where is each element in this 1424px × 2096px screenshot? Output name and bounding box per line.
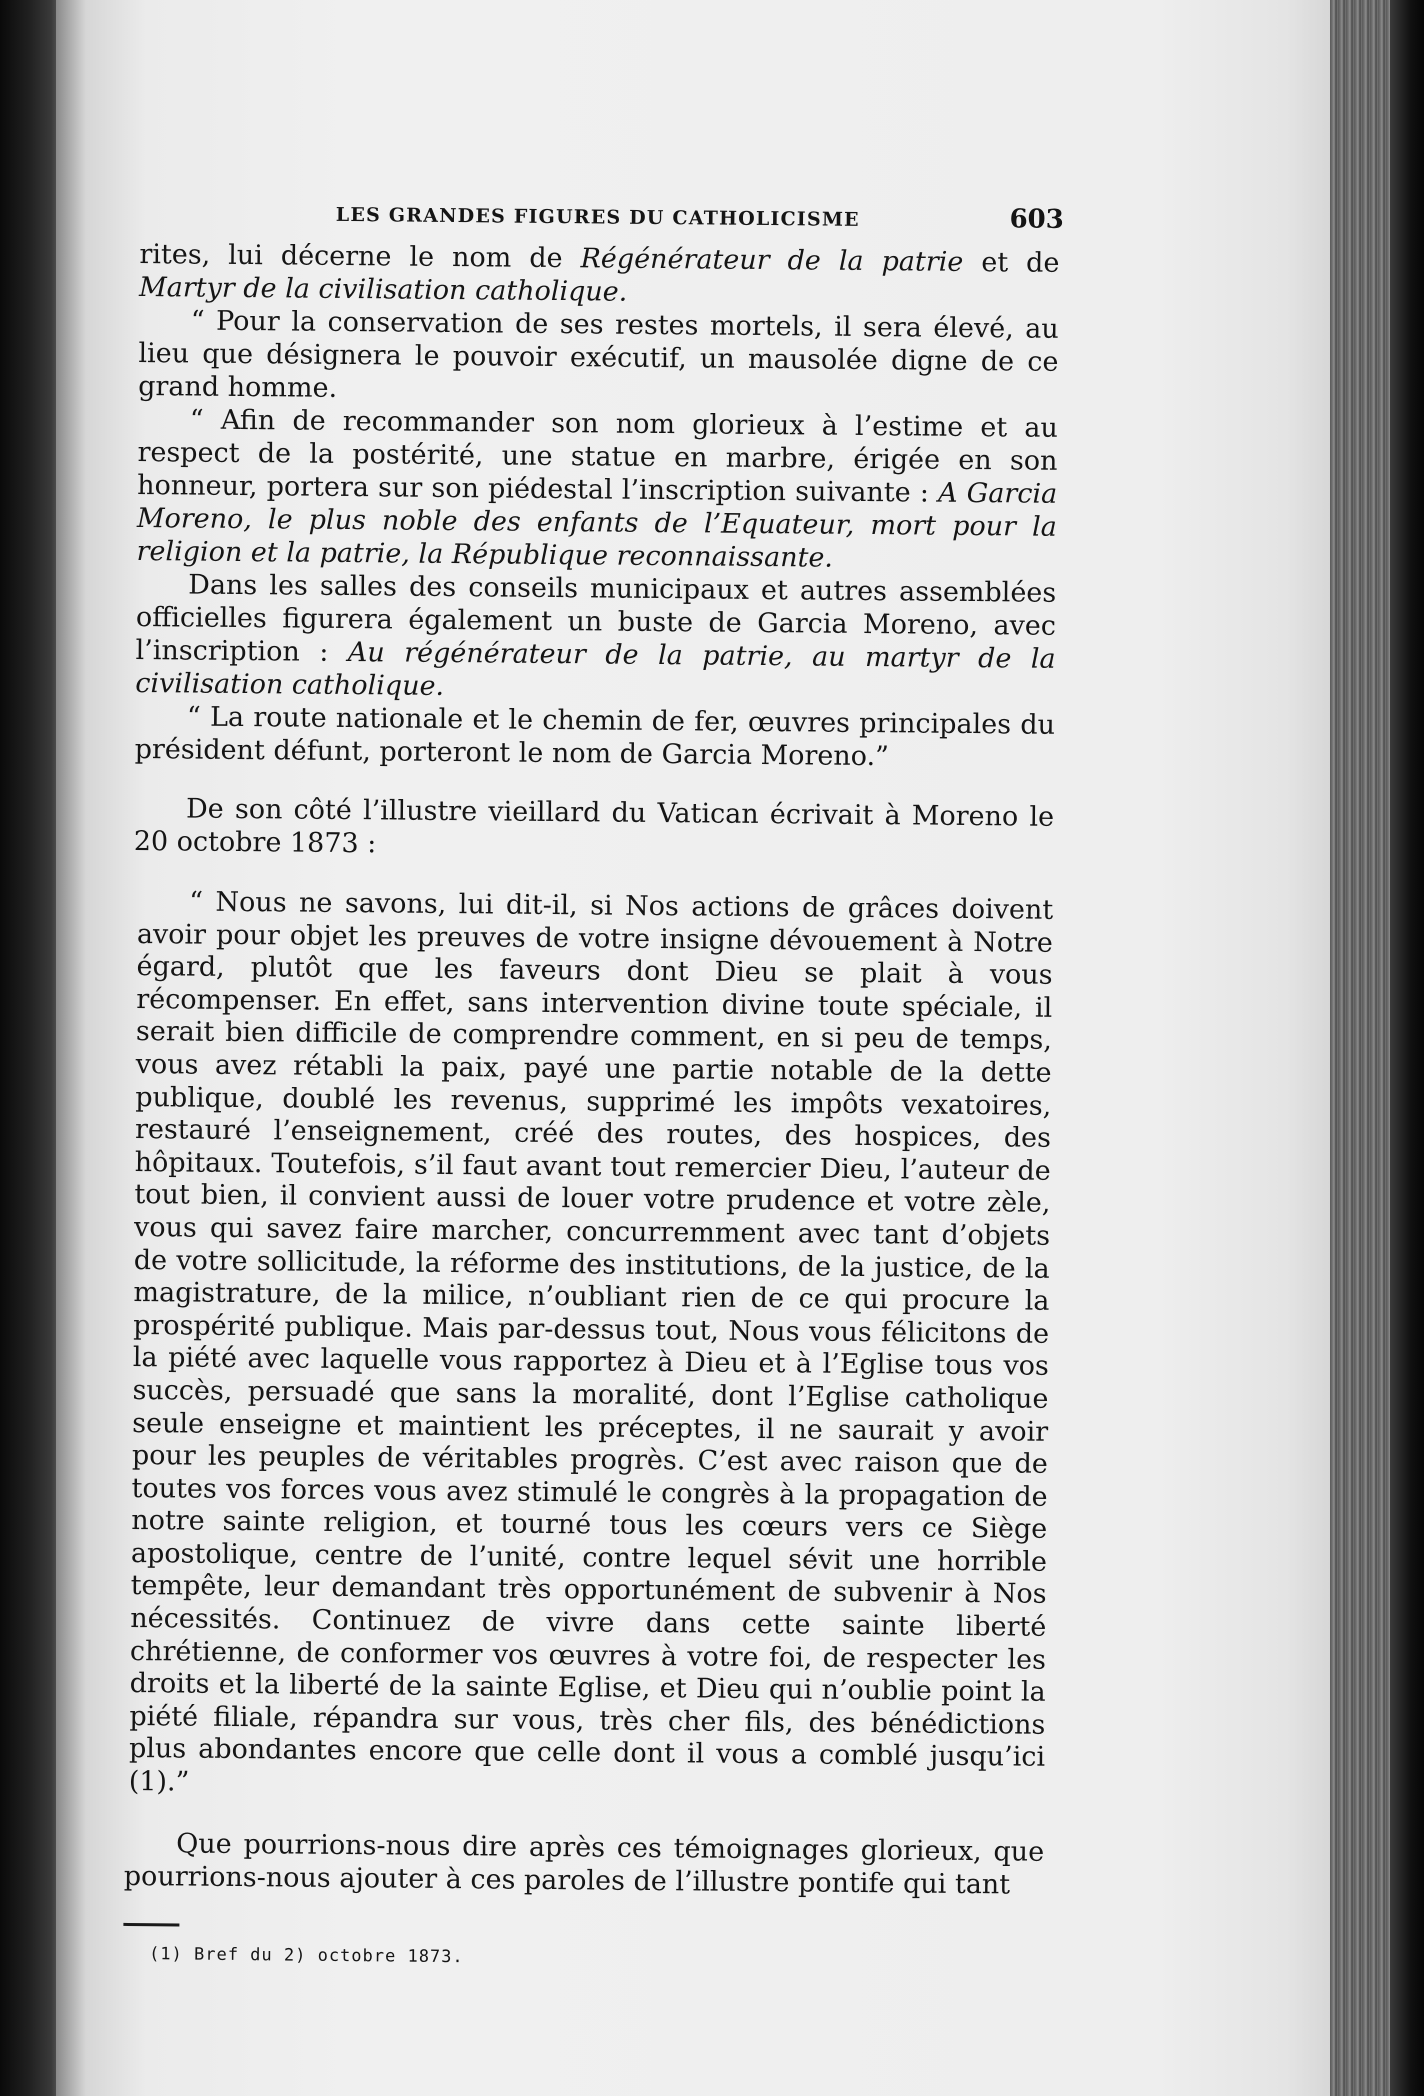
page-edges [1330,0,1424,2096]
footnote-rule [123,1923,179,1927]
running-head [336,197,1064,239]
paragraph-1 [139,238,1060,313]
paragraph-2: “ Pour la conservation de ses restes mortels, il sera élevé, au lieu que désignera le pouvoir exécutif, un mausolée digne de ce grand homme. [138,305,1059,404]
footnote: (1) Bref du 2) octobre 1873. [149,1943,464,1967]
p3-inscription: A Garcia Moreno, le plus noble des enfants de l’Equateur, mort pour la religion et la patrie, la République reconnaissante. [136,477,1058,574]
running-title: LES GRANDES FIGURES DU CATHOLICISME [335,203,860,231]
p1-text-b: et de [963,246,1060,279]
page-content [123,195,1064,1979]
paragraph-4 [135,568,1056,709]
page-number: 603 [1009,204,1064,235]
p1-text-a: rites, lui décerne le nom de [139,238,581,275]
p4-text: Dans les salles des conseils municipaux et autres assemblées officielles figurera également un buste de Garcia Moreno, avec l’inscription : [135,569,1057,669]
paragraph-3 [136,403,1058,577]
paragraph-5: “ La route nationale et le chemin de fer, œuvres principales du président défunt, porteront le nom de Garcia Moreno.” [134,701,1056,773]
p3-text: “ Afin de recommander son nom glorieux à l’estime et au respect de la postérité, une statue en marbre, érigée en son honneur, portera sur son piédestal l’inscription suivante : [137,404,1058,509]
papal-letter-quote: “ Nous ne savons, lui dit-il, si Nos actions de grâces doivent avoir pour objet les preuves de votre insigne dévouement à Notre égard, plutôt que les faveurs dont Dieu se plait à vous récompenser. En effet, sans intervention divine toute spéciale, il serait bien difficile de comprendre comment, en si peu de temps, vous avez rétabli la paix, payé une partie notable de la dette publique, doublé les revenus, supprimé les impôts vexatoires, restauré l’enseignement, créé des routes, des hospices, des hôpitaux. Toutefois, s’il faut avant tout remercier Dieu, l’auteur de tout bien, il convient aussi de louer votre prudence et votre zèle, vous qui savez faire marcher, concurremment avec tant d’objets de votre sollicitude, la réforme des institutions, de la justice, de la magistrature, de la milice, n’oubliant rien de ce qui procure la prospérité publique. Mais par-dessus tout, Nous vous félicitons de la piété avec laquelle vous rapportez à Dieu et à l’Eglise tous vos succès, persuadé que sans la moralité, dont l’Eglise catholique seule enseigne et maintient les préceptes, il ne saurait y avoir pour les peuples de véritables progrès. C’est avec raison que de toutes vos forces vous avez stimulé le congrès à la propagation de notre sainte religion, et tourné tous les cœurs vers ce Siège apostolique, centre de l’unité, contre lequel sévit une horrible tempête, leur demandant très opportunément de subvenir à Nos nécessités. Continuez de vivre dans cette sainte liberté chrétienne, de conformer vos œuvres à votre foi, de respecter les droits et la liberté de la sainte Eglise, et Dieu qui n’oublie point la piété filiale, répandra sur vous, très cher fils, des bénédictions plus abondantes encore que celle dont il vous a comblé jusqu’ici (1).” [128,886,1054,1798]
p4-inscription: Au régénérateur de la patrie, au martyr de la civilisation catholique. [135,637,1056,702]
p1-italic-2: Martyr de la civilisation catholique. [138,271,628,308]
paragraph-6: De son côté l’illustre vieillard du Vatican écrivait à Moreno le 20 octobre 1873 : [133,793,1055,860]
p1-italic-1: Régénérateur de la patrie [580,243,964,278]
paragraph-7: Que pourrions-nous dire après ces témoignages glorieux, que pourrions-nous ajouter à ces paroles de l’illustre pontife qui tant [123,1828,1045,1901]
scan-margin-left [0,0,64,2096]
